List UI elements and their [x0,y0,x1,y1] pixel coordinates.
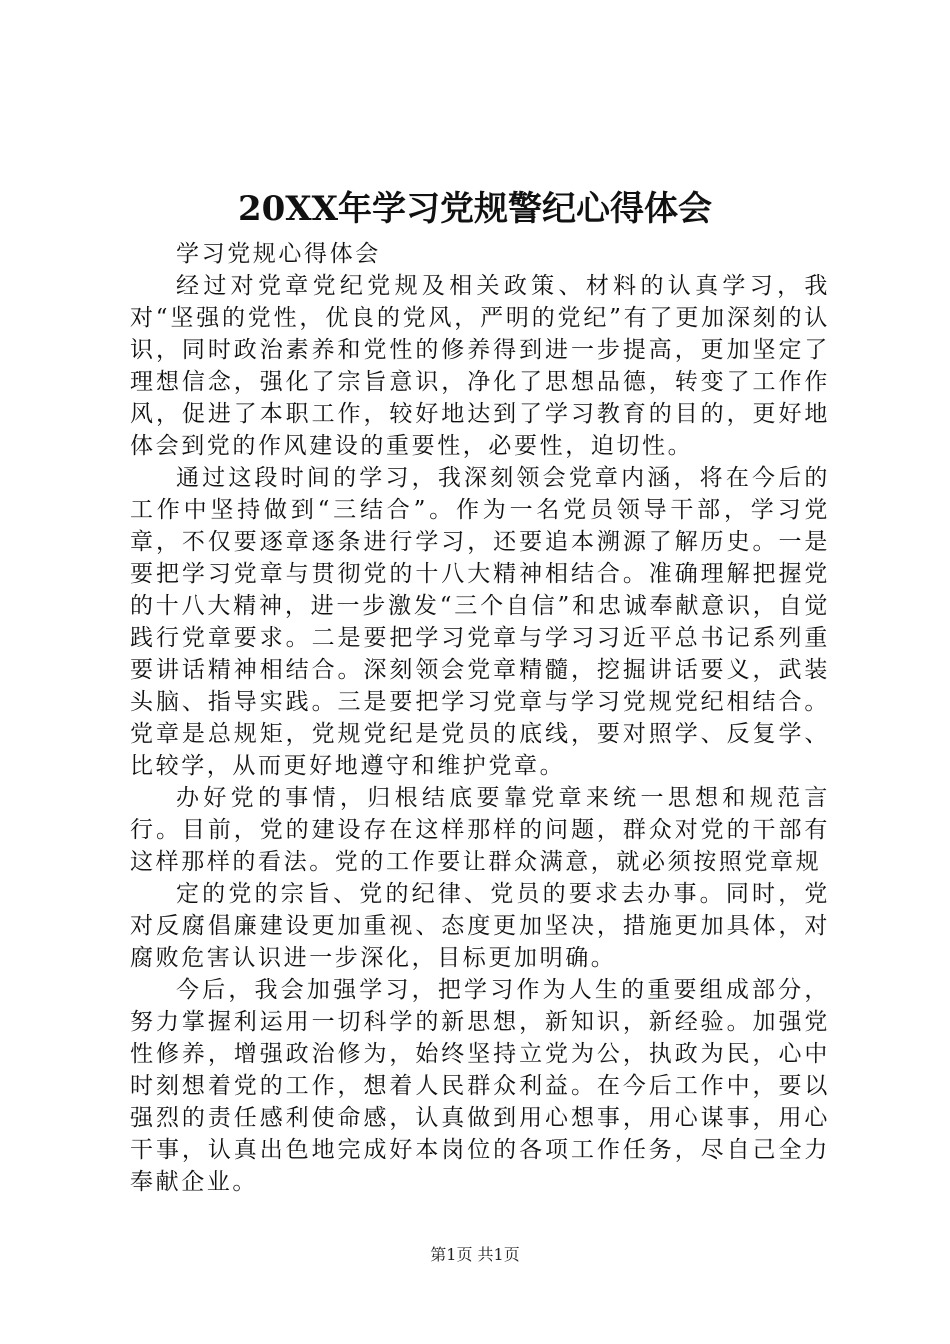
paragraph-2: 通过这段时间的学习，我深刻领会党章内涵，将在今后的工作中坚持做到“三结合”。作为一名党员领导干部，学习党章，不仅要逐章逐条进行学习，还要追本溯源了解历史。一是要把学习党章与贯彻党的十八大精神相结合。准确理解把握党的十八大精神，进一步激发“三个自信”和忠诚奉献意识，自觉践行党章要求。二是要把学习党章与学习习近平总书记系列重要讲话精神相结合。深刻领会党章精髓，挖掘讲话要义，武装头脑、指导实践。三是要把学习党章与学习党规党纪相结合。党章是总规矩，党规党纪是党员的底线，要对照学、反复学、比较学，从而更好地遵守和维护党章。 [130,465,830,779]
paragraph-3: 办好党的事情，归根结底要靠党章来统一思想和规范言行。目前，党的建设存在这样那样的问题，群众对党的干部有这样那样的看法。党的工作要让群众满意，就必须按照党章规 [130,785,830,875]
page-footer: 第1页 共1页 [430,1245,520,1264]
paragraph-1: 经过对党章党纪党规及相关政策、材料的认真学习，我对“坚强的党性，优良的党风，严明的党纪”有了更加深刻的认识，同时政治素养和党性的修养得到进一步提高，更加坚定了理想信念，强化了宗旨意识，净化了思想品德，转变了工作作风，促进了本职工作，较好地达到了学习教育的目的，更好地体会到党的作风建设的重要性，必要性，迫切性。 [130,273,830,459]
paragraph-5: 今后，我会加强学习，把学习作为人生的重要组成部分，努力掌握利运用一切科学的新思想，新知识，新经验。加强党性修养，增强政治修为，始终坚持立党为公，执政为民，心中时刻想着党的工作，想着人民群众利益。在今后工作中，要以强烈的责任感利使命感，认真做到用心想事，用心谋事，用心干事，认真出色地完成好本岗位的各项工作任务，尽自己全力奉献企业。 [130,977,830,1195]
document-subtitle: 学习党规心得体会 [176,241,381,267]
document-title: 20XX年学习党规警纪心得体会 [237,189,713,229]
document-body [130,238,830,1198]
paragraph-4: 定的党的宗旨、党的纪律、党员的要求去办事。同时，党对反腐倡廉建设更加重视、态度更加坚决，措施更加具体，对腐败危害认识进一步深化，目标更加明确。 [130,881,830,971]
